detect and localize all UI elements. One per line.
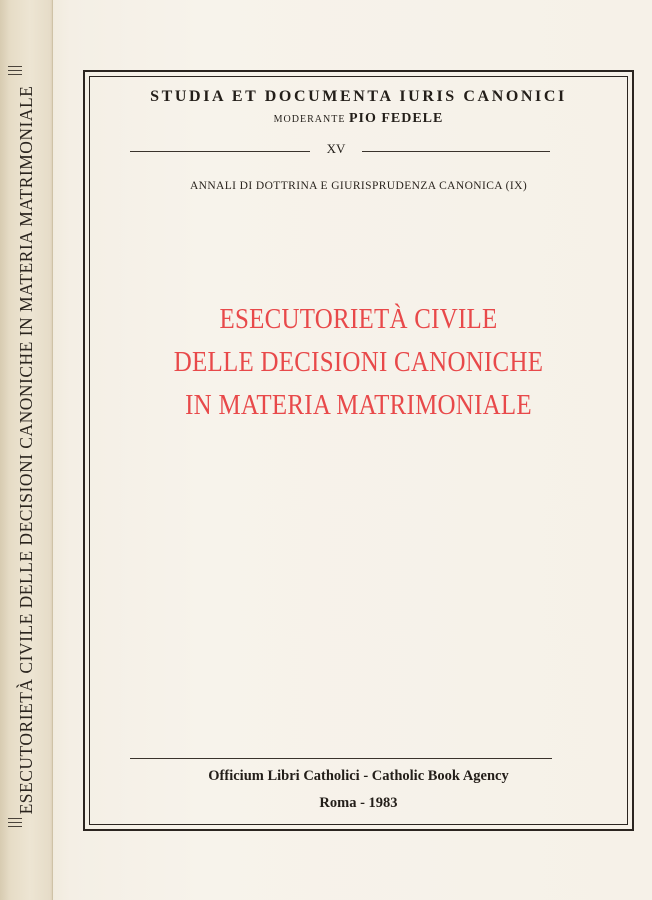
moderator-label: MODERANTE xyxy=(273,114,346,125)
book-title xyxy=(89,298,628,427)
place-and-year: Roma - 1983 xyxy=(319,795,398,811)
moderator-name: PIO FEDELE xyxy=(348,111,444,126)
spine-rule-top-1 xyxy=(8,66,22,67)
spine-title: ESECUTORIETÀ CIVILE DELLE DECISIONI CANONICHE IN MATERIA MATRIMONIALE xyxy=(16,85,36,815)
publisher-rule xyxy=(130,758,552,759)
volume-rule-right xyxy=(362,151,550,152)
moderator-line xyxy=(89,111,628,127)
book-title-line-2: DELLE DECISIONI CANONICHE xyxy=(173,346,544,378)
annali-subtitle: ANNALI DI DOTTRINA E GIURISPRUDENZA CANONICA (IX) xyxy=(189,180,528,192)
volume-number: XV xyxy=(326,141,346,156)
volume-rule-left xyxy=(130,151,310,152)
book-title-line-3: IN MATERIA MATRIMONIALE xyxy=(185,389,532,421)
publisher: Officium Libri Catholici - Catholic Book Agency xyxy=(208,768,509,784)
book-spine xyxy=(0,0,53,900)
series-title: STUDIA ET DOCUMENTA IURIS CANONICI xyxy=(150,88,567,105)
book-title-line-1: ESECUTORIETÀ CIVILE xyxy=(219,303,498,335)
